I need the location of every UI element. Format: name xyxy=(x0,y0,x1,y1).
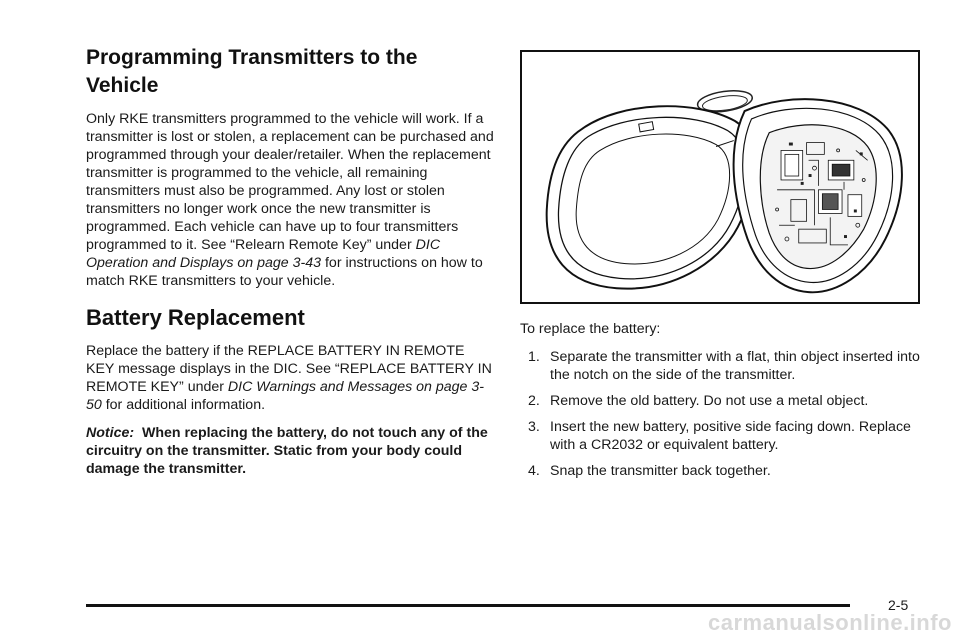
left-column xyxy=(86,44,494,488)
right-column xyxy=(520,50,930,488)
step-item: 3. Insert the new battery, positive side facing down. Replace with a CR2032 or equivalent battery. xyxy=(528,419,911,453)
notice-text: When replacing the battery, do not touch any of the circuitry on the transmitter. Static from your body could damage the transmitter. xyxy=(86,425,488,477)
transmitter-illustration xyxy=(520,50,920,304)
notice-label: Notice: xyxy=(86,425,135,441)
battery-heading: Battery Replacement xyxy=(86,305,305,330)
dic-operation-reference: DIC Operation and Displays on page 3-43 xyxy=(86,237,441,271)
steps-list xyxy=(520,348,930,480)
programming-heading: Programming Transmitters to the Vehicle xyxy=(86,46,418,97)
transmitter-drawing xyxy=(522,52,918,302)
step-item: 4. Snap the transmitter back together. xyxy=(528,463,771,479)
battery-paragraph: Replace the battery if the REPLACE BATTERY IN REMOTE KEY message displays in the DIC. See “REPLACE BATTERY IN REMOTE KEY” under DIC Warnings and Messages on page 3-50 for additional information. xyxy=(86,343,492,413)
watermark: carmanualsonline.info xyxy=(708,610,952,635)
step-item: 1. Separate the transmitter with a flat, thin object inserted into the notch on the side of the transmitter. xyxy=(528,349,920,383)
replace-intro: To replace the battery: xyxy=(520,321,661,337)
notice-paragraph xyxy=(86,424,494,478)
programming-paragraph: Only RKE transmitters programmed to the vehicle will work. If a transmitter is lost or stolen, a replacement can be purchased and programmed through your dealer/retailer. When the replacement transmitter is programmed to the vehicle, all remaining transmitters must also be programmed. Any lost or stolen transmitters no longer work once the new transmitter is programmed. Each vehicle can have up to four transmitters programmed to it. See “Relearn Remote Key” under DIC Operation and Displays on page 3-43 for instructions on how to match RKE transmitters to your vehicle. xyxy=(86,111,494,289)
page-number: 2-5 xyxy=(888,597,909,613)
step-item: 2. Remove the old battery. Do not use a metal object. xyxy=(528,393,869,409)
dic-warnings-reference: DIC Warnings and Messages on page 3-50 xyxy=(86,379,484,413)
footer-rule xyxy=(86,604,850,607)
